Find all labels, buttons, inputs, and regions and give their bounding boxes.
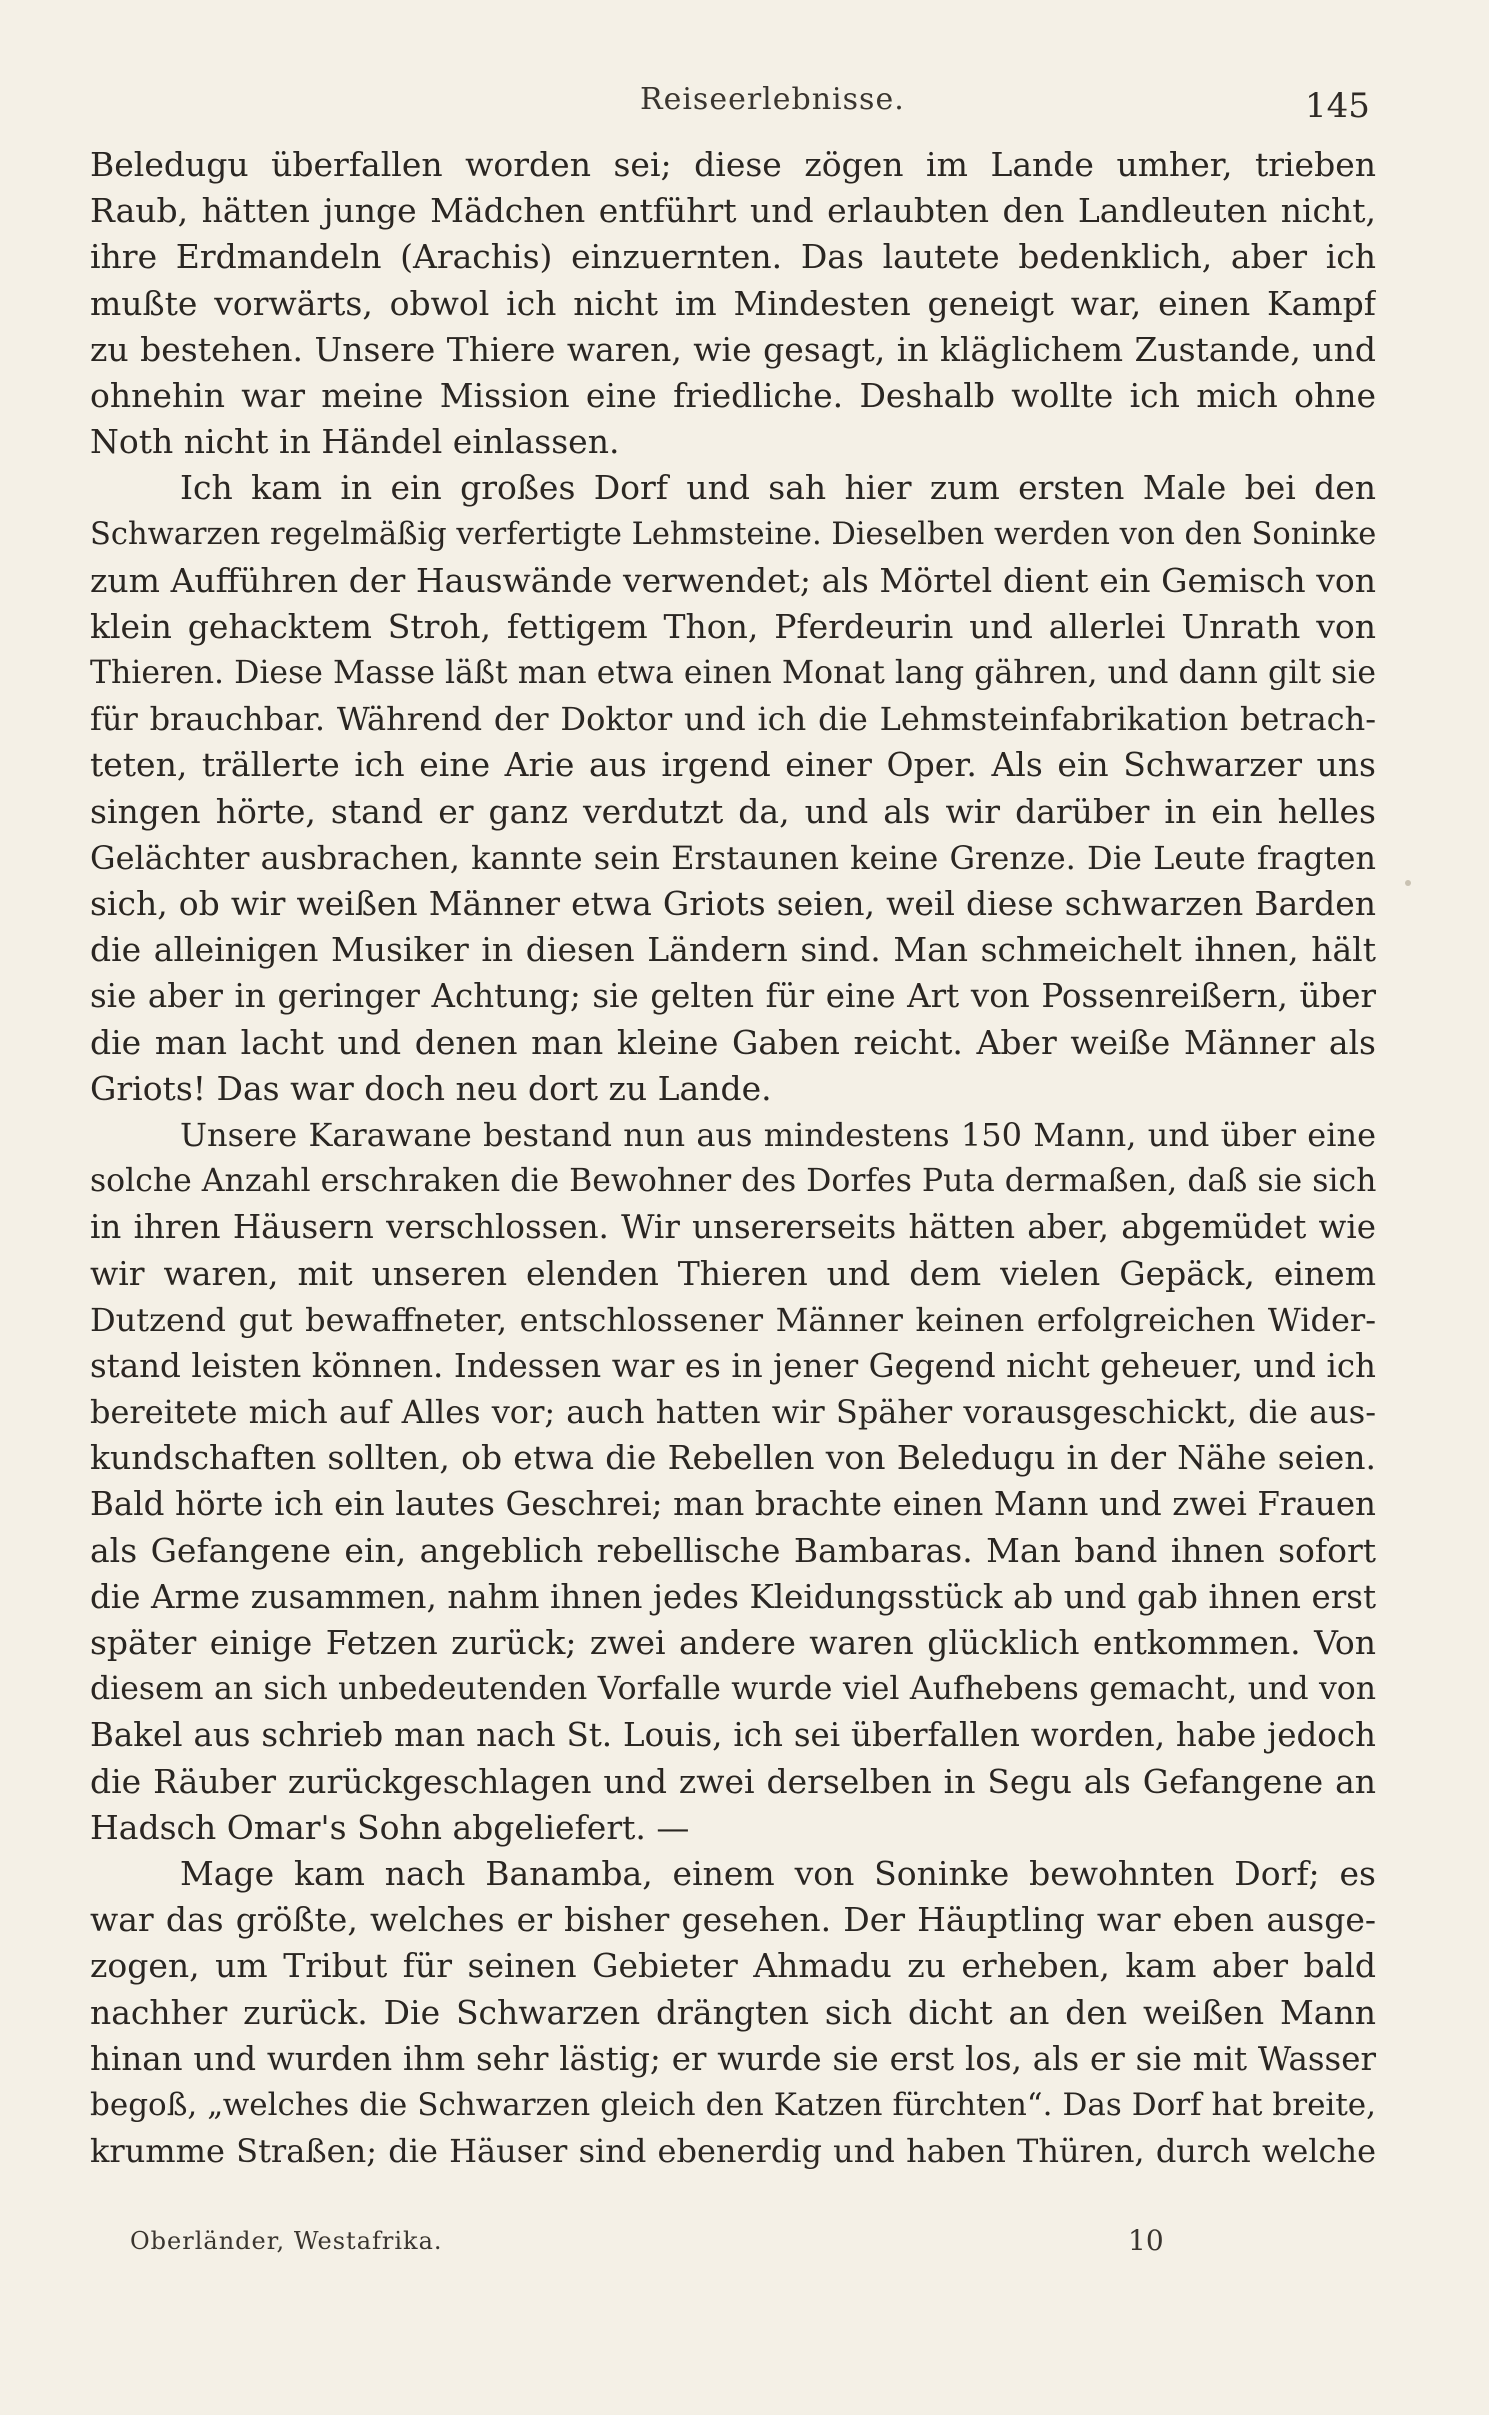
body-text (90, 142, 1376, 2174)
text-line: klein gehacktem Stroh, fettigem Thon, Pferdeurin und allerlei Unrath von (90, 606, 1376, 646)
text-line: Griots! Das war doch neu dort zu Lande. (90, 1068, 772, 1108)
text-line: mußte vorwärts, obwol ich nicht im Mindesten geneigt war, einen Kampf (90, 283, 1376, 323)
text-line: Gelächter ausbrachen, kannte sein Erstaunen keine Grenze. Die Leute fragten (90, 838, 1376, 877)
text-line: ihre Erdmandeln (Arachis) einzuernten. Das lautete bedenklich, aber ich (90, 237, 1376, 277)
text-line: kundschaften sollten, ob etwa die Rebellen von Beledugu in der Nähe seien. (90, 1438, 1376, 1478)
text-line: Schwarzen regelmäßig verfertigte Lehmsteine. Dieselben werden von den Soninke (90, 516, 1376, 552)
text-line: als Gefangene ein, angeblich rebellische Bambaras. Man band ihnen sofort (90, 1530, 1376, 1570)
text-line: Thieren. Diese Masse läßt man etwa einen Monat lang gähren, und dann gilt sie (90, 655, 1376, 692)
text-line: für brauchbar. Während der Doktor und ich die Lehmsteinfabrikation betrach- (90, 700, 1376, 739)
text-line: sich, ob wir weißen Männer etwa Griots seien, weil diese schwarzen Barden (90, 884, 1376, 923)
text-line: teten, trällerte ich eine Arie aus irgend einer Oper. Als ein Schwarzer uns (90, 745, 1376, 785)
text-line: Noth nicht in Händel einlassen. (90, 422, 620, 462)
text-line: ohnehin war meine Mission eine friedliche. Deshalb wollte ich mich ohne (90, 375, 1376, 415)
paper-speck (1405, 880, 1411, 886)
text-line: Bald hörte ich ein lautes Geschrei; man brachte einen Mann und zwei Frauen (90, 1485, 1376, 1524)
text-line: Ich kam in ein großes Dorf und sah hier zum ersten Male bei den (180, 468, 1376, 508)
text-line: Raub, hätten junge Mädchen entführt und erlaubten den Landleuten nicht, (90, 191, 1376, 231)
text-line: singen hörte, stand er ganz verdutzt da, und als wir darüber in ein helles (90, 791, 1376, 831)
text-line: krumme Straßen; die Häuser sind ebenerdig und haben Thüren, durch welche (90, 2132, 1376, 2171)
running-title: Reiseerlebnisse. (640, 82, 905, 117)
text-line: bereitete mich auf Alles vor; auch hatten wir Späher vorausgeschickt, die aus- (90, 1393, 1376, 1432)
text-line: in ihren Häusern verschlossen. Wir unsererseits hätten aber, abgemüdet wie (90, 1208, 1376, 1247)
text-line: nachher zurück. Die Schwarzen drängten sich dicht an den weißen Mann (90, 1992, 1376, 2032)
text-line: stand leisten können. Indessen war es in jener Gegend nicht geheuer, und ich (90, 1346, 1376, 1385)
text-line: zu bestehen. Unsere Thiere waren, wie gesagt, in kläglichem Zustande, und (90, 329, 1376, 369)
text-line: wir waren, mit unseren elenden Thieren und dem vielen Gepäck, einem (90, 1253, 1376, 1293)
text-line: die alleinigen Musiker in diesen Ländern sind. Man schmeichelt ihnen, hält (90, 930, 1376, 970)
text-line: später einige Fetzen zurück; zwei andere waren glücklich entkommen. Von (90, 1623, 1376, 1662)
text-line: war das größte, welches er bisher gesehen. Der Häuptling war eben ausge- (90, 1900, 1376, 1940)
page-number: 145 (1305, 86, 1370, 126)
text-line: sie aber in geringer Achtung; sie gelten für eine Art von Possenreißern, über (90, 977, 1376, 1016)
text-line: solche Anzahl erschraken die Bewohner des Dorfes Puta dermaßen, daß sie sich (90, 1163, 1376, 1200)
text-line: Mage kam nach Banamba, einem von Soninke bewohnten Dorf; es (180, 1853, 1376, 1893)
text-line: zogen, um Tribut für seinen Gebieter Ahmadu zu erheben, kam aber bald (90, 1946, 1376, 1986)
text-line: begoß, „welches die Schwarzen gleich den Katzen fürchten“. Das Dorf hat breite, (90, 2086, 1376, 2123)
text-line: die Räuber zurückgeschlagen und zwei derselben in Segu als Gefangene an (90, 1761, 1376, 1801)
text-line: Dutzend gut bewaffneter, entschlossener Männer keinen erfolgreichen Wider- (90, 1300, 1376, 1339)
text-line: die man lacht und denen man kleine Gaben reicht. Aber weiße Männer als (90, 1022, 1376, 1062)
text-line: diesem an sich unbedeutenden Vorfalle wurde viel Aufhebens gemacht, und von (90, 1671, 1376, 1708)
text-line: hinan und wurden ihm sehr lästig; er wurde sie erst los, als er sie mit Wasser (90, 2039, 1376, 2078)
signature-mark: Oberländer, Westafrika. (130, 2227, 443, 2255)
text-line: Unsere Karawane bestand nun aus mindestens 150 Mann, und über eine (180, 1115, 1376, 1154)
text-line: die Arme zusammen, nahm ihnen jedes Kleidungsstück ab und gab ihnen erst (90, 1577, 1376, 1616)
text-line: Beledugu überfallen worden sei; diese zögen im Lande umher, trieben (90, 145, 1376, 184)
text-line: Hadsch Omar's Sohn abgeliefert. — (90, 1807, 690, 1847)
text-line: zum Aufführen der Hauswände verwendet; als Mörtel dient ein Gemisch von (90, 560, 1376, 600)
text-line: Bakel aus schrieb man nach St. Louis, ich sei überfallen worden, habe jedoch (90, 1716, 1376, 1755)
sheet-number: 10 (1128, 2224, 1164, 2257)
